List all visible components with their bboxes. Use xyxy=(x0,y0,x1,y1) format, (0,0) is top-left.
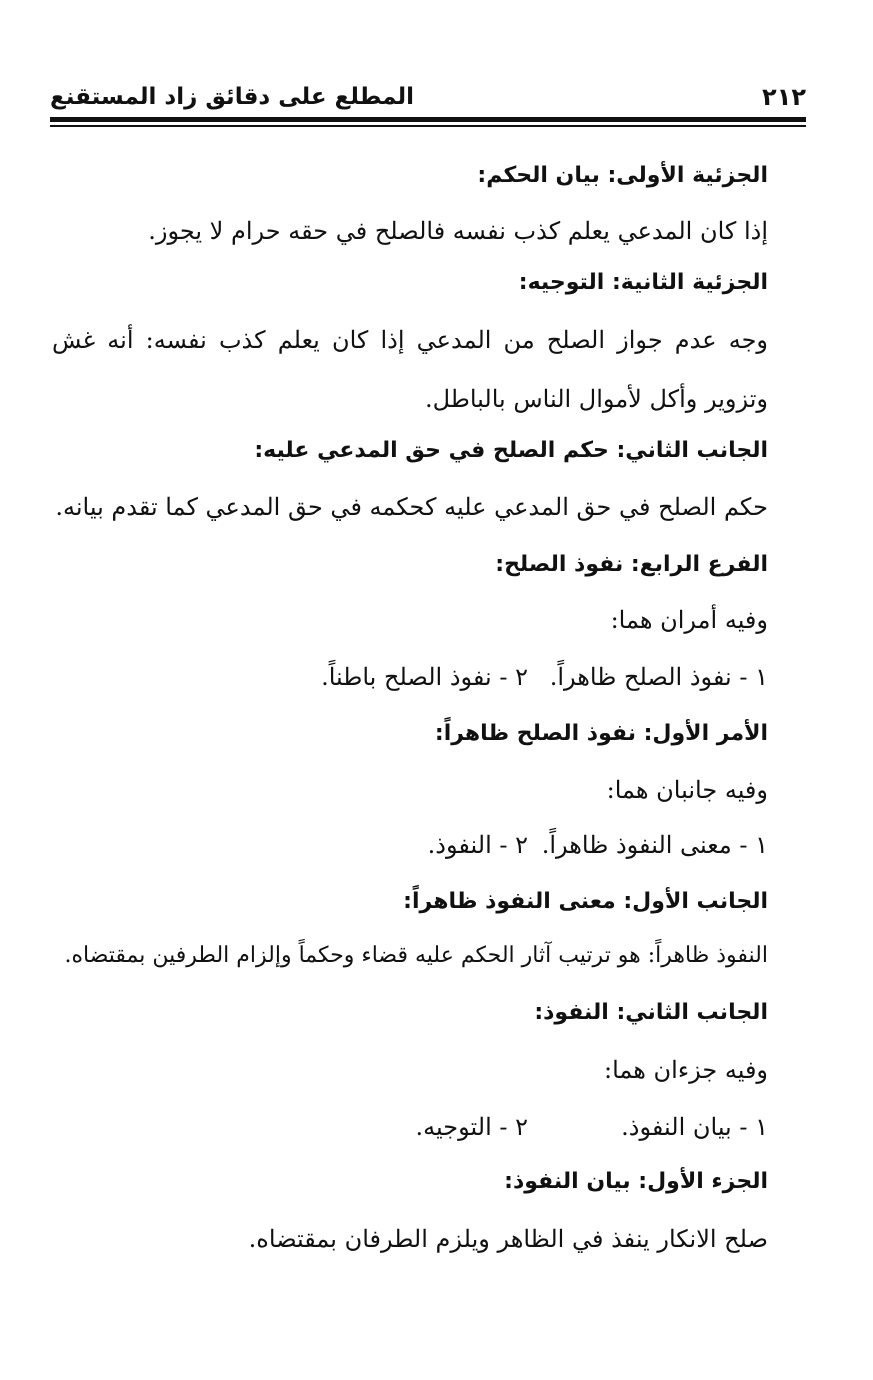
heading-second-aspect-effect: الجانب الثاني: النفوذ: xyxy=(534,1000,768,1025)
heading-fourth-branch: الفرع الرابع: نفوذ الصلح: xyxy=(495,552,768,577)
list-item: ١ - بيان النفوذ. xyxy=(621,1113,768,1141)
heading-first-aspect-meaning: الجانب الأول: معنى النفوذ ظاهراً: xyxy=(403,889,768,914)
heading-second-part-reasoning: الجزئية الثانية: التوجيه: xyxy=(518,270,768,295)
paragraph-meaning: النفوذ ظاهراً: هو ترتيب آثار الحكم عليه قضاء وحكماً وإلزام الطرفين بمقتضاه. xyxy=(64,943,768,968)
list-two-parts xyxy=(50,1110,768,1144)
paragraph-two-parts: وفيه جزءان هما: xyxy=(603,1056,768,1084)
list-item: ٢ - نفوذ الصلح باطناً. xyxy=(321,663,528,691)
list-two-aspects xyxy=(50,828,768,862)
paragraph-reasoning-line2: وتزوير وأكل لأموال الناس بالباطل. xyxy=(424,385,768,413)
heading-second-aspect-defendant: الجانب الثاني: حكم الصلح في حق المدعي عليه: xyxy=(254,438,768,463)
header-rule-thick xyxy=(50,117,806,122)
paragraph-two-aspects: وفيه جانبان هما: xyxy=(606,776,768,804)
list-item: ١ - معنى النفوذ ظاهراً. xyxy=(541,831,768,859)
list-item: ٢ - النفوذ. xyxy=(427,831,528,859)
paragraph-reasoning-line1: وجه عدم جواز الصلح من المدعي إذا كان يعلم كذب نفسه: أنه غش xyxy=(52,326,768,354)
paragraph-defendant: حكم الصلح في حق المدعي عليه كحكمه في حق المدعي كما تقدم بيانه. xyxy=(55,493,768,521)
page-number: ٢١٢ xyxy=(762,83,806,111)
heading-first-part-effect: الجزء الأول: بيان النفوذ: xyxy=(504,1169,768,1194)
heading-first-part-ruling: الجزئية الأولى: بيان الحكم: xyxy=(477,163,768,188)
book-title: المطلع على دقائق زاد المستقنع xyxy=(50,84,415,110)
page-header xyxy=(50,80,806,114)
list-two-matters xyxy=(50,660,768,694)
heading-first-matter: الأمر الأول: نفوذ الصلح ظاهراً: xyxy=(434,721,768,746)
paragraph-effect: صلح الانكار ينفذ في الظاهر ويلزم الطرفان بمقتضاه. xyxy=(248,1225,768,1253)
list-item: ١ - نفوذ الصلح ظاهراً. xyxy=(549,663,768,691)
paragraph-ruling: إذا كان المدعي يعلم كذب نفسه فالصلح في حقه حرام لا يجوز. xyxy=(148,217,768,245)
header-rule-thin xyxy=(50,125,806,127)
paragraph-two-matters: وفيه أمران هما: xyxy=(610,606,768,634)
list-item: ٢ - التوجيه. xyxy=(415,1113,528,1141)
